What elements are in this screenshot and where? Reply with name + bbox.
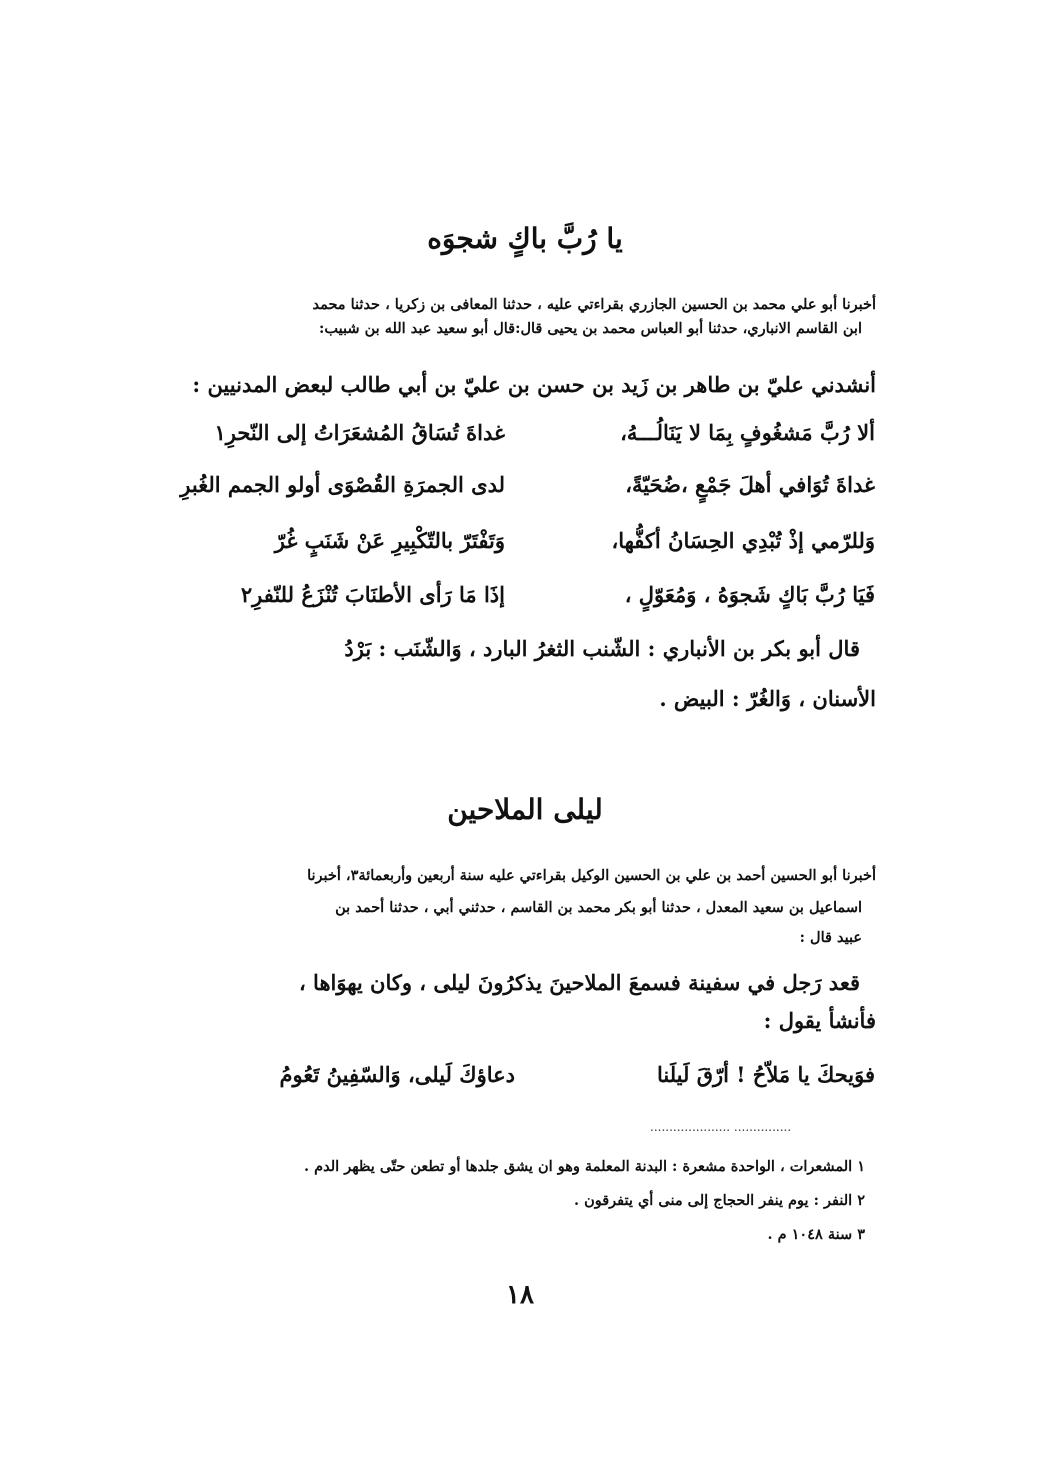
isnad-line: ابن القاسم الانباري، حدثنا أبو العباس محمد بن يحيى قال:قال أبو سعيد عبد الله بن شبيب: [319,320,862,337]
commentary-line: قال أبو بكر بن الأنباري : الشّنب الثغرُ البارد ، وَالشّنَب : بَرْدُ [344,636,860,661]
section-title: يا رُبَّ باكٍ شجوَه [427,222,623,255]
verse-hemistich-right: غداةَ تُوَافي أهلَ جَمْعٍ ،ضُحَيّةً، [625,472,875,497]
verse-hemistich-left: دعاؤكَ لَيلى، وَالسّفِينُ تَعُومُ [279,1062,515,1087]
footnote-separator: ..................... ............... [650,1120,792,1134]
verse-hemistich-left: غداةَ تُسَاقُ المُشعَرَاتُ إلى النّحرِ١ [214,420,505,445]
footnote: ٣ سنة ١٠٤٨ م . [767,1226,865,1243]
section-title: ليلى الملاحين [447,793,603,826]
verse-hemistich-left: لدى الجمرَةِ القُصْوَى أولو الجمم الغُبرِ [180,472,505,497]
footnote: ٢ النفر : يوم ينفر الحجاج إلى منى أي يتفرقون . [574,1192,865,1209]
verse-hemistich-right: فوَيحكَ يا مَلاّحُ ! أرّقَ لَيلَنا [656,1062,875,1087]
narrative-line: قعد رَجل في سفينة فسمعَ الملاحينَ يذكرُونَ ليلى ، وكان يهوَاها ، [298,970,860,995]
isnad-line: اسماعيل بن سعيد المعدل ، حدثنا أبو بكر محمد بن القاسم ، حدثني أبي ، حدثنا أحمد بن [335,899,862,916]
verse-hemistich-left: إذَا مَا رَأى الأطنَابَ تُنْزَعُ للنّفرِ٢ [240,582,505,607]
page-number: ١٨ [506,1280,534,1310]
verse-hemistich-left: وَتَفْتَرّ بالتّكْبِيرِ عَنْ شَنَبٍ غُرّ [274,528,505,553]
verse-hemistich-right: ألا رُبَّ مَشغُوفٍ بِمَا لا يَنَالُـــهُ، [620,420,875,445]
isnad-line: أخبرنا أبو علي محمد بن الحسين الجازري بقراءتي عليه ، حدثنا المعافى بن زكريا ، حدثنا محمد [312,296,876,313]
verse-hemistich-right: فَيَا رُبَّ بَاكٍ شَجوَهُ ، وَمُعَوّلٍ ، [624,582,875,607]
verse-hemistich-right: وَللرّمي إذْ تُبْدِي الحِسَانُ أكفُّها، [611,528,875,553]
footnote: ١ المشعرات ، الواحدة مشعرة : البدنة المعلمة وهو ان يشق جلدها أو تطعن حتّى يظهر الدم . [304,1158,865,1175]
commentary-line: الأسنان ، وَالغُرّ : البيض . [659,686,876,711]
narrative-line: فأنشأ يقول : [763,1008,876,1033]
isnad-line: أخبرنا أبو الحسين أحمد بن علي بن الحسين الوكيل بقراءتي عليه سنة أربعين وأربعمائة٣، أخبرنا [307,867,876,884]
isnad-line: عبيد قال : [799,929,862,946]
intro-line: أنشدني عليّ بن طاهر بن زَيد بن حسن بن عليّ بن أبي طالب لبعض المدنيين : [192,372,876,397]
